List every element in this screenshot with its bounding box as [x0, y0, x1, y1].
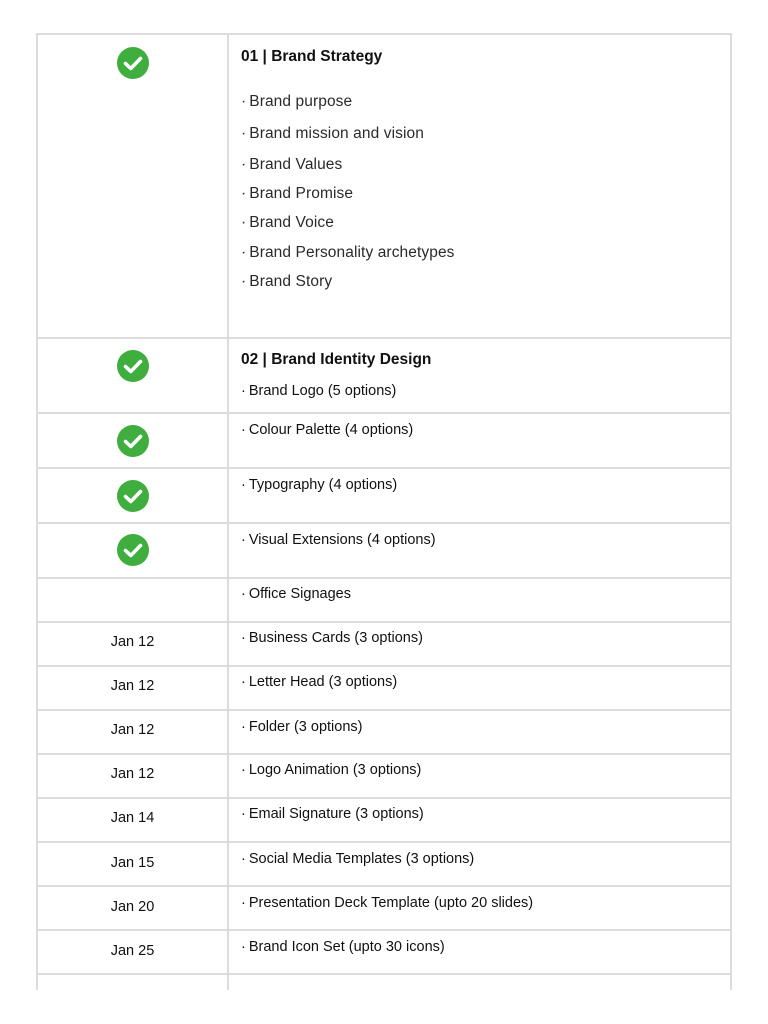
table-row — [38, 667, 730, 711]
list-item: · Brand Icon Set (upto 30 icons) — [241, 939, 445, 955]
content-cell — [229, 35, 730, 337]
due-date: Jan 25 — [110, 943, 155, 959]
due-date: Jan 12 — [110, 678, 155, 694]
list-item: · Office Signages — [241, 586, 351, 602]
content-cell — [229, 887, 730, 929]
content-cell — [229, 975, 730, 990]
table-row — [38, 579, 730, 623]
content-cell — [229, 667, 730, 709]
content-cell — [229, 524, 730, 577]
content-cell — [229, 711, 730, 753]
due-date: Jan 12 — [110, 722, 155, 738]
status-cell — [38, 35, 229, 337]
section-title: 02 | Brand Identity Design — [241, 351, 432, 368]
status-cell — [38, 975, 229, 990]
list-item: · Logo Animation (3 options) — [241, 762, 422, 778]
table-row — [38, 711, 730, 755]
table-row — [38, 755, 730, 799]
list-item: · Brand Story — [241, 273, 333, 290]
list-item: · Brand mission and vision — [241, 125, 424, 142]
check-circle-icon — [116, 349, 150, 383]
status-cell — [38, 623, 229, 665]
list-item: · Visual Extensions (4 options) — [241, 532, 436, 548]
status-cell — [38, 414, 229, 467]
check-circle-icon — [116, 46, 150, 80]
status-cell — [38, 843, 229, 885]
list-item: · Brand Logo (5 options) — [241, 383, 397, 399]
content-cell — [229, 414, 730, 467]
due-date: Jan 15 — [110, 855, 155, 871]
list-item: · Brand purpose — [241, 93, 353, 110]
status-cell — [38, 755, 229, 797]
list-item: · Typography (4 options) — [241, 477, 398, 493]
due-date: Jan 20 — [110, 899, 155, 915]
content-cell — [229, 931, 730, 973]
status-cell — [38, 711, 229, 753]
list-item: · Business Cards (3 options) — [241, 630, 423, 646]
table-row — [38, 469, 730, 524]
table-row — [38, 975, 730, 990]
status-cell — [38, 799, 229, 841]
content-cell — [229, 579, 730, 621]
check-circle-icon — [116, 479, 150, 513]
list-item: · Presentation Deck Template (upto 20 slides) — [241, 895, 534, 911]
list-item: · Colour Palette (4 options) — [241, 422, 414, 438]
list-item: · Letter Head (3 options) — [241, 674, 398, 690]
content-cell — [229, 623, 730, 665]
table-row — [38, 799, 730, 843]
table-row — [38, 931, 730, 975]
status-cell — [38, 469, 229, 522]
list-item: · Email Signature (3 options) — [241, 806, 424, 822]
check-circle-icon — [116, 424, 150, 458]
table-row — [38, 887, 730, 931]
list-item: · Brand Personality archetypes — [241, 244, 455, 261]
content-cell — [229, 339, 730, 412]
deliverables-table — [36, 33, 732, 990]
check-circle-icon — [116, 533, 150, 567]
table-row — [38, 339, 730, 414]
content-cell — [229, 755, 730, 797]
content-cell — [229, 469, 730, 522]
list-item: · Social Media Templates (3 options) — [241, 851, 475, 867]
status-cell — [38, 667, 229, 709]
status-cell — [38, 579, 229, 621]
due-date: Jan 12 — [110, 766, 155, 782]
status-cell — [38, 887, 229, 929]
table-row — [38, 524, 730, 579]
status-cell — [38, 339, 229, 412]
content-cell — [229, 799, 730, 841]
status-cell — [38, 524, 229, 577]
list-item: · Brand Promise — [241, 185, 354, 202]
content-cell — [229, 843, 730, 885]
status-cell — [38, 931, 229, 973]
table-row — [38, 35, 730, 339]
list-item: · Brand Voice — [241, 214, 334, 231]
due-date: Jan 14 — [110, 810, 155, 826]
list-item: · Folder (3 options) — [241, 719, 363, 735]
table-row — [38, 414, 730, 469]
table-row — [38, 623, 730, 667]
list-item: · Brand Values — [241, 156, 343, 173]
due-date: Jan 12 — [110, 634, 155, 650]
table-row — [38, 843, 730, 887]
section-title: 01 | Brand Strategy — [241, 48, 383, 65]
